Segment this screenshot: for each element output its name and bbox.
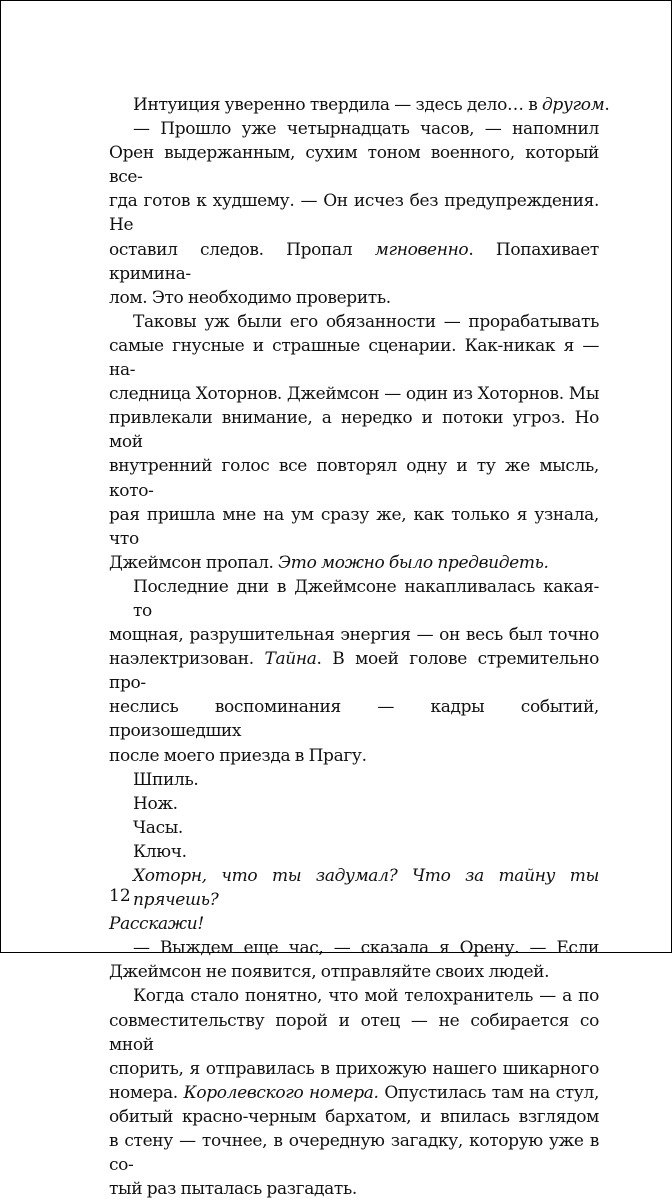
text-line [109,647,599,695]
text-run: . Попахивает кримина- [109,239,599,284]
italic-run: Это можно было предвидеть. [278,552,549,573]
text-line: Хоторн, что ты задумал? Что за тайну ты прячешь? [133,866,599,911]
text-line: совместительству порой и отец — не собирается со мной [109,1010,599,1055]
text-line: Расскажи! [109,914,204,935]
text-line: самые гнусные и страшные сценарии. Как-никак я — на- [109,335,599,381]
text-run: Джеймсон пропал. [109,552,279,573]
text-run: номера. [109,1082,184,1103]
text-line: Когда стало понятно, что мой телохранитель — а по [133,986,599,1007]
italic-run: Тайна [264,649,317,670]
text-line [133,93,610,117]
italic-run: Королевского номера. [183,1082,379,1103]
text-line: Ключ. [133,841,187,862]
text-line [109,1081,599,1105]
text-line: спорить, я отправилась в прихожую нашего шикарного [109,1058,599,1079]
text-line: лом. Это необходимо проверить. [109,287,391,308]
italic-run: другом [542,95,605,115]
text-line: следница Хоторнов. Джеймсон — один из Хоторнов. Мы [109,384,599,405]
paragraph-8 [109,984,599,1201]
text-run: Интуиция уверенно твердила — здесь дело… в [133,95,542,115]
text-line: тый раз пыталась разгадать. [109,1179,357,1200]
paragraph-1 [109,93,610,117]
body-text [109,93,610,1201]
paragraph-5 [109,768,599,864]
text-line: в стену — точнее, в очередную загадку, которую уже в со- [109,1131,599,1176]
text-run: Опустилась там на стул, [378,1082,600,1103]
text-line: неслись воспоминания — кадры событий, произошедших [109,697,599,742]
text-line [109,238,599,286]
text-line: Таковы уж были его обязанности — прорабатывать [133,311,599,332]
text-line: Джеймсон не появится, отправляйте своих людей. [109,962,550,983]
paragraph-6 [109,864,599,936]
text-line [109,551,599,575]
text-run: наэлектризован. [109,649,265,670]
text-line: обитый красно-черным бархатом, и впилась взглядом [109,1106,599,1127]
text-line: — Выждем еще час, — сказала я Орену. — Если [133,938,599,959]
text-run: . В моей голове стремительно про- [109,649,599,694]
paragraph-3 [109,310,599,575]
text-line: Последние дни в Джеймсоне накапливалась какая-то [133,576,599,621]
text-line: Нож. [133,793,178,814]
text-line: привлекали внимание, а нередко и потоки угроз. Но мой [109,408,599,453]
text-line: Часы. [133,817,183,838]
paragraph-4 [109,575,599,768]
text-run: . [604,95,610,115]
text-line: рая пришла мне на ум сразу же, как только я узнала, что [109,504,599,549]
text-line: гда готов к худшему. — Он исчез без предупреждения. Не [109,191,599,236]
text-line: мощная, разрушительная энергия — он весь был точно [109,625,599,646]
page-number: 12 [109,886,131,906]
text-line: внутренний голос все повторял одну и ту же мысль, кото- [109,456,599,501]
text-line: Шпиль. [133,769,199,790]
text-run: оставил следов. Пропал [109,239,375,260]
paragraph-2 [109,117,599,310]
text-line: — Прошло уже четырнадцать часов, — напомнил [133,119,599,140]
paragraph-7 [109,936,599,984]
text-line: после моего приезда в Прагу. [109,745,367,766]
text-line: Орен выдержанным, сухим тоном военного, который все- [109,143,599,188]
italic-run: мгновенно [374,239,469,260]
